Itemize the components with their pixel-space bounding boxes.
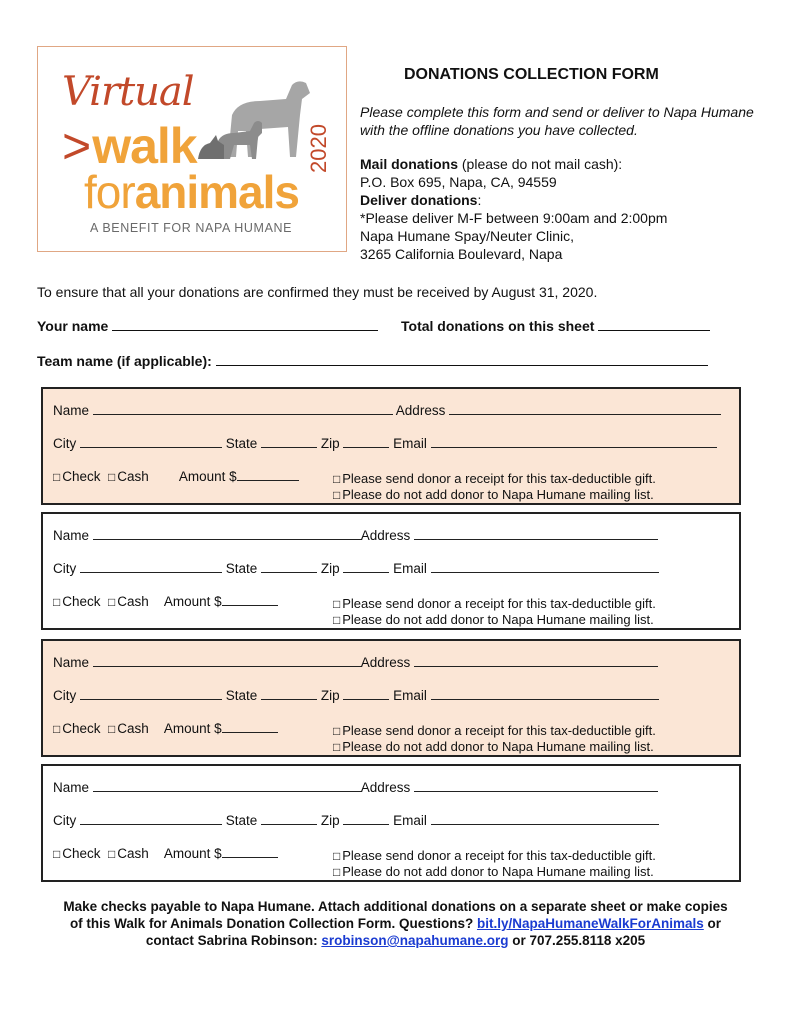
city-label: City (53, 436, 77, 451)
footer-phone: or 707.255.8118 x205 (508, 933, 646, 948)
intro-text: Please complete this form and send or deliver to Napa Humane with the offline donations you have collected. (360, 104, 754, 138)
city-label: City (53, 688, 77, 703)
receipt-checkbox[interactable]: □ (333, 849, 341, 863)
address-field[interactable] (414, 780, 658, 792)
event-logo (37, 46, 347, 252)
deliver-street: 3265 California Boulevard, Napa (360, 246, 563, 262)
receipt-label: Please send donor a receipt for this tax-deductible gift. (342, 848, 656, 863)
deadline-text: To ensure that all your donations are confirmed they must be received by August 31, 2020. (37, 284, 598, 300)
check-checkbox[interactable]: □ (53, 847, 61, 861)
receipt-label: Please send donor a receipt for this tax-deductible gift. (342, 723, 656, 738)
your-name-label: Your name (37, 318, 109, 334)
email-field[interactable] (431, 436, 717, 448)
logo-virtual-text: Virtual (62, 69, 194, 115)
email-label: Email (393, 436, 427, 451)
state-field[interactable] (261, 813, 317, 825)
no-mail-label: Please do not add donor to Napa Humane mailing list. (342, 487, 654, 502)
address-field[interactable] (449, 403, 721, 415)
check-checkbox[interactable]: □ (53, 595, 61, 609)
logo-tagline: A BENEFIT FOR NAPA HUMANE (90, 221, 293, 235)
email-label: Email (393, 561, 427, 576)
city-field[interactable] (80, 561, 222, 573)
state-label: State (225, 688, 258, 703)
cash-label: Cash (117, 469, 149, 484)
deliver-place: Napa Humane Spay/Neuter Clinic, (360, 228, 574, 244)
amount-field[interactable] (222, 721, 278, 733)
zip-label: Zip (320, 813, 340, 828)
name-field[interactable] (93, 655, 361, 667)
cash-label: Cash (117, 594, 149, 609)
logo-for-animals-text (84, 165, 299, 219)
logo-for-word: for (84, 166, 135, 218)
donor-entry (41, 512, 741, 630)
city-label: City (53, 813, 77, 828)
amount-label: Amount $ (178, 469, 237, 484)
amount-label: Amount $ (163, 846, 222, 861)
donor-entry (41, 764, 741, 882)
state-field[interactable] (261, 561, 317, 573)
address-label: Address (360, 528, 411, 543)
email-field[interactable] (431, 561, 659, 573)
footer-instructions (40, 898, 751, 949)
footer-line-1: Make checks payable to Napa Humane. Attach additional donations on a separate sheet or make copies (63, 899, 728, 914)
footer-line-3: contact Sabrina Robinson: (145, 933, 322, 948)
mail-label: Mail donations (360, 156, 458, 172)
address-field[interactable] (414, 528, 658, 540)
name-label: Name (53, 403, 90, 418)
chevron-right-icon: > (62, 118, 91, 174)
your-name-row (37, 318, 378, 334)
mail-instructions (360, 155, 780, 263)
team-label: Team name (if applicable): (37, 353, 212, 369)
form-title: DONATIONS COLLECTION FORM (404, 66, 659, 83)
team-row (37, 353, 708, 369)
amount-field[interactable] (222, 594, 278, 606)
mail-note: (please do not mail cash): (458, 156, 623, 172)
donor-entry (41, 639, 741, 757)
receipt-checkbox[interactable]: □ (333, 472, 341, 486)
receipt-label: Please send donor a receipt for this tax-deductible gift. (342, 471, 656, 486)
name-field[interactable] (93, 403, 393, 415)
zip-field[interactable] (343, 688, 389, 700)
zip-field[interactable] (343, 561, 389, 573)
zip-label: Zip (320, 688, 340, 703)
no-mail-label: Please do not add donor to Napa Humane mailing list. (342, 612, 654, 627)
state-label: State (225, 813, 258, 828)
mail-address: P.O. Box 695, Napa, CA, 94559 (360, 174, 557, 190)
name-label: Name (53, 655, 90, 670)
address-label: Address (360, 780, 411, 795)
name-label: Name (53, 528, 90, 543)
cash-label: Cash (117, 846, 149, 861)
email-label: Email (393, 813, 427, 828)
cash-checkbox[interactable]: □ (108, 722, 116, 736)
total-label: Total donations on this sheet (401, 318, 595, 334)
total-field[interactable] (598, 318, 710, 331)
email-field[interactable] (431, 813, 659, 825)
zip-label: Zip (320, 561, 340, 576)
animals-silhouette-icon (198, 75, 318, 165)
logo-year: 2020 (306, 124, 331, 173)
address-field[interactable] (414, 655, 658, 667)
address-label: Address (395, 403, 446, 418)
city-field[interactable] (80, 813, 222, 825)
check-checkbox[interactable]: □ (53, 470, 61, 484)
receipt-checkbox[interactable]: □ (333, 724, 341, 738)
no-mail-checkbox[interactable]: □ (333, 865, 341, 879)
city-field[interactable] (80, 436, 222, 448)
logo-walk-word: walk (92, 118, 197, 174)
city-label: City (53, 561, 77, 576)
check-label: Check (62, 846, 101, 861)
check-checkbox[interactable]: □ (53, 722, 61, 736)
state-field[interactable] (261, 436, 317, 448)
email-link[interactable]: srobinson@napahumane.org (321, 933, 509, 948)
total-row (401, 318, 710, 334)
footer-or: or (703, 916, 722, 931)
donor-entry (41, 387, 741, 505)
amount-field[interactable] (237, 469, 299, 481)
no-mail-label: Please do not add donor to Napa Humane mailing list. (342, 864, 654, 879)
receipt-label: Please send donor a receipt for this tax-deductible gift. (342, 596, 656, 611)
deliver-hours: *Please deliver M-F between 9:00am and 2:00pm (360, 210, 668, 226)
zip-field[interactable] (343, 436, 389, 448)
deliver-colon: : (477, 192, 482, 208)
your-name-field[interactable] (112, 318, 378, 331)
cash-checkbox[interactable]: □ (108, 470, 116, 484)
amount-field[interactable] (222, 846, 278, 858)
no-mail-label: Please do not add donor to Napa Humane mailing list. (342, 739, 654, 754)
cash-checkbox[interactable]: □ (108, 595, 116, 609)
no-mail-checkbox[interactable]: □ (333, 613, 341, 627)
no-mail-checkbox[interactable]: □ (333, 488, 341, 502)
email-label: Email (393, 688, 427, 703)
cash-label: Cash (117, 721, 149, 736)
no-mail-checkbox[interactable]: □ (333, 740, 341, 754)
check-label: Check (62, 594, 101, 609)
amount-label: Amount $ (163, 721, 222, 736)
cash-checkbox[interactable]: □ (108, 847, 116, 861)
name-field[interactable] (93, 780, 361, 792)
email-field[interactable] (431, 688, 659, 700)
team-field[interactable] (216, 353, 708, 366)
state-field[interactable] (261, 688, 317, 700)
zip-label: Zip (320, 436, 340, 451)
address-label: Address (360, 655, 411, 670)
state-label: State (225, 561, 258, 576)
footer-line-2: of this Walk for Animals Donation Collection Form. Questions? (69, 916, 477, 931)
check-label: Check (62, 469, 101, 484)
amount-label: Amount $ (163, 594, 222, 609)
zip-field[interactable] (343, 813, 389, 825)
city-field[interactable] (80, 688, 222, 700)
walk-link[interactable]: bit.ly/NapaHumaneWalkForAnimals (476, 916, 704, 931)
receipt-checkbox[interactable]: □ (333, 597, 341, 611)
name-label: Name (53, 780, 90, 795)
name-field[interactable] (93, 528, 361, 540)
check-label: Check (62, 721, 101, 736)
state-label: State (225, 436, 258, 451)
logo-animals-word: animals (134, 166, 299, 218)
deliver-label: Deliver donations (360, 192, 478, 208)
